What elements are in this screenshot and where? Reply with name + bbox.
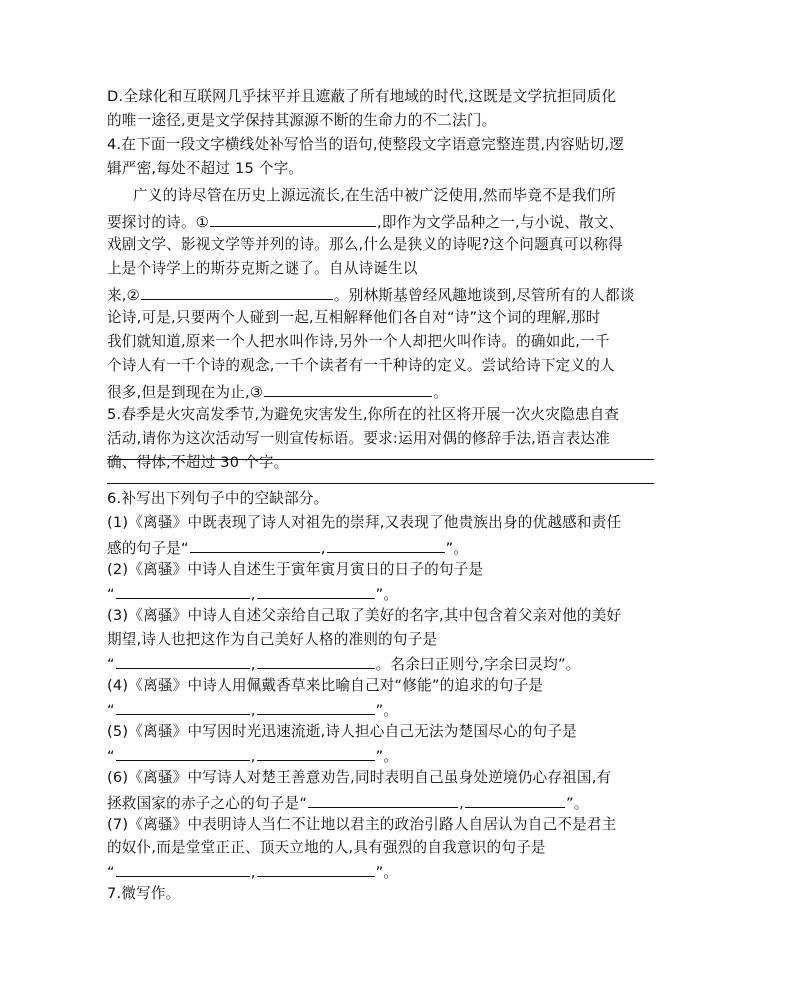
passage-text: 。别林斯基曾经风趣地谈到,尽管所有的人都谈 [333, 287, 635, 304]
passage-line-1: 广义的诗尽管在历史上源远流长,在生活中被广泛使用,然而毕竟不是我们所 [133, 187, 617, 204]
item-text: , [250, 702, 256, 719]
item-6-line-2 [107, 791, 589, 813]
item-7-line-1: (7)《离骚》中表明诗人当仁不让地以君主的政治引路人自居认为自己不是君主 [107, 816, 617, 833]
passage-line-6: 论诗,可是,只要两个人碰到一起,互相解释他们各自对“诗”这个词的理解,那时 [107, 309, 601, 326]
option-d-line-1: D.全球化和互联网几乎抹平并且遮蔽了所有地域的时代,这既是文学抗拒同质化 [107, 88, 617, 105]
item-text: ”。 [445, 540, 469, 557]
item-2-line-1: (2)《离骚》中诗人自述生于寅年寅月寅日的日子的句子是 [107, 561, 484, 578]
item-text: “ [107, 586, 115, 603]
passage-text: 。 [433, 384, 448, 401]
question-7-prompt: 7.微写作。 [107, 885, 181, 902]
item-text: ”。 [375, 702, 399, 719]
item-4-line-2 [107, 698, 398, 720]
item-6-line-1: (6)《离骚》中写诗人对楚王善意劝告,同时表明自己虽身处逆境仍心存祖国,有 [107, 769, 612, 786]
item-text: , [250, 748, 256, 765]
item-1-line-2 [107, 536, 468, 558]
item-text: , [250, 656, 256, 673]
item-text: ”。 [375, 864, 399, 881]
item-3-line-1: (3)《离骚》中诗人自述父亲给自己取了美好的名字,其中包含着父亲对他的美好 [107, 607, 622, 624]
question-4-prompt-line-2: 辑严密,每处不超过 15 个字。 [107, 160, 304, 177]
item-text: ”。 [565, 795, 589, 812]
passage-text: 要探讨的诗。① [107, 214, 210, 231]
fill-blank-1-b[interactable] [327, 536, 445, 553]
fill-blank-2-b[interactable] [257, 582, 375, 599]
passage-line-7: 我们就知道,原来一个人把水叫作诗,另外一个人却把火叫作诗。的确如此,一千 [107, 333, 610, 350]
fill-blank-4-b[interactable] [257, 698, 375, 715]
fill-blank-4-a[interactable] [116, 698, 250, 715]
fill-blank-3[interactable] [264, 380, 432, 397]
item-text: , [320, 540, 326, 557]
item-text: “ [107, 748, 115, 765]
item-5-line-1: (5)《离骚》中写因时光迅速流逝,诗人担心自己无法为楚国尽心的句子是 [107, 723, 577, 740]
item-1-line-1: (1)《离骚》中既表现了诗人对祖先的崇拜,又表现了他贵族出身的优越感和责任 [107, 514, 622, 531]
item-5-line-2 [107, 744, 398, 766]
item-text: ”。 [375, 748, 399, 765]
item-2-line-2 [107, 582, 398, 604]
item-text: “ [107, 864, 115, 881]
question-5-prompt-line-1: 5.春季是火灾高发季节,为避免灾害发生,你所在的社区将开展一次火灾隐患自查 [107, 406, 620, 423]
item-text: 感的句子是“ [107, 540, 189, 557]
fill-blank-1[interactable] [210, 210, 376, 227]
item-3-line-3 [107, 652, 581, 674]
question-4-prompt-line-1: 4.在下面一段文字横线处补写恰当的语句,使整段文字语意完整连贯,内容贴切,逻 [107, 136, 625, 153]
item-text: , [250, 864, 256, 881]
passage-line-4: 上是个诗学上的斯芬克斯之谜了。自从诗诞生以 [107, 260, 418, 277]
passage-line-3: 戏剧文学、影视文学等并列的诗。那么,什么是狭义的诗呢?这个问题真可以称得 [107, 236, 623, 253]
question-6-prompt: 6.补写出下列句子中的空缺部分。 [107, 490, 329, 507]
answer-line-2[interactable] [107, 483, 654, 484]
fill-blank-2[interactable] [141, 283, 333, 300]
fill-blank-7-a[interactable] [116, 860, 250, 877]
question-5-prompt-line-3: 确、得体,不超过 30 个字。 [107, 454, 289, 471]
item-text: “ [107, 702, 115, 719]
item-text: 。名余曰正则兮,字余曰灵均”。 [375, 656, 581, 673]
fill-blank-3-b[interactable] [257, 652, 375, 669]
item-text: “ [107, 656, 115, 673]
item-7-line-2: 的奴仆,而是堂堂正正、顶天立地的人,具有强烈的自我意识的句子是 [107, 839, 546, 856]
passage-text: 来,② [107, 287, 140, 304]
passage-line-5 [107, 283, 635, 305]
passage-line-8: 个诗人有一千个诗的观念,一千个读者有一千种诗的定义。尝试给诗下定义的人 [107, 357, 615, 374]
fill-blank-6-a[interactable] [308, 791, 458, 808]
fill-blank-3-a[interactable] [116, 652, 250, 669]
item-4-line-1: (4)《离骚》中诗人用佩戴香草来比喻自己对“修能”的追求的句子是 [107, 677, 544, 694]
option-d-line-2: 的唯一途径,更是文学保持其源源不断的生命力的不二法门。 [107, 112, 497, 129]
item-text: , [250, 586, 256, 603]
item-7-line-3 [107, 860, 398, 882]
item-text: 拯救国家的赤子之心的句子是“ [107, 795, 308, 812]
fill-blank-5-a[interactable] [116, 744, 250, 761]
passage-text: ,即作为文学品种之一,与小说、散文、 [377, 214, 624, 231]
fill-blank-2-a[interactable] [116, 582, 250, 599]
passage-line-9 [107, 380, 448, 402]
passage-line-2 [107, 210, 623, 232]
item-text: , [459, 795, 464, 812]
answer-line-1[interactable] [107, 459, 654, 460]
item-3-line-2: 期望,诗人也把这作为自己美好人格的准则的句子是 [107, 631, 438, 648]
question-5-prompt-line-2: 活动,请你为这次活动写一则宣传标语。要求:运用对偶的修辞手法,语言表达准 [107, 430, 610, 447]
item-text: ”。 [375, 586, 399, 603]
fill-blank-7-b[interactable] [257, 860, 375, 877]
fill-blank-5-b[interactable] [257, 744, 375, 761]
fill-blank-6-b[interactable] [465, 791, 565, 808]
passage-text: 很多,但是到现在为止,③ [107, 384, 264, 401]
fill-blank-1-a[interactable] [190, 536, 320, 553]
